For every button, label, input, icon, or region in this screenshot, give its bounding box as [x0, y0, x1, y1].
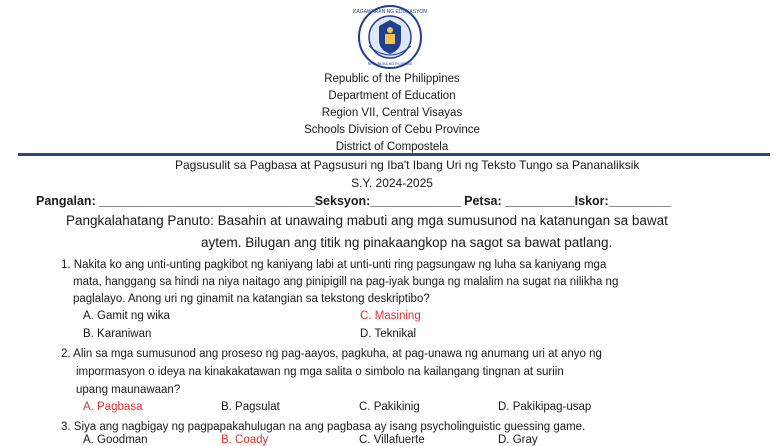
question-1-line-2: mata, hanggang sa hindi na niya naitago ang pinipigill na pag-iyak bunga ng malalim na sugat na nilikha ng [73, 276, 619, 288]
header-division: Schools Division of Cebu Province [304, 124, 480, 136]
instructions-line-2: aytem. Bilugan ang titik ng pinakaangkop na sagot sa bawat patlang. [201, 235, 613, 250]
deped-seal-logo [349, 4, 431, 70]
school-year: S.Y. 2024-2025 [351, 176, 433, 190]
student-info-fields[interactable]: Pangalan: _______________________________Seksyon:_____________ Petsa: __________Iskor:_________ [36, 194, 672, 208]
header-district: District of Compostela [335, 141, 449, 153]
question-2-line-1: 2. Alin sa mga sumusunod ang proseso ng pag-aayos, pagkuha, at pag-unawa ng anumang uri at anyo ng [61, 348, 602, 360]
q1-option-a[interactable]: A. Gamit ng wika [83, 310, 170, 322]
header-republic: Republic of the Philippines [324, 73, 460, 85]
q1-option-d[interactable]: D. Teknikal [360, 328, 417, 340]
q2-option-c[interactable]: C. Pakikinig [359, 401, 420, 413]
q1-option-c-answer[interactable]: C. Masining [360, 310, 421, 322]
q1-option-b[interactable]: B. Karaniwan [83, 328, 152, 340]
question-1-line-1: 1. Nakita ko ang unti-unting pagkibot ng kaniyang labi at unti-unti ring pagsungaw ng luha sa kaniyang mga [61, 259, 607, 271]
q3-option-c[interactable]: C. Villafuerte [359, 434, 425, 446]
instructions-line-1: Pangkalahatang Panuto: Basahin at unawaing mabuti ang mga sumusunod na katanungan sa bawat [66, 213, 668, 228]
q2-option-a-answer[interactable]: A. Pagbasa [83, 401, 143, 413]
question-1-line-3: paglalayo. Anong uri ng ginamit na katangian sa tekstong deskriptibo? [73, 293, 430, 305]
header-region: Region VII, Central Visayas [321, 107, 463, 119]
q3-option-d[interactable]: D. Gray [498, 434, 538, 446]
seal-subtext: REPUBLIKA NG PILIPINAS [367, 62, 413, 66]
q2-option-d[interactable]: D. Pakikipag-usap [498, 401, 592, 413]
q2-option-b[interactable]: B. Pagsulat [221, 401, 280, 413]
header-divider [18, 153, 770, 156]
q3-option-b-answer[interactable]: B. Coady [221, 434, 269, 446]
question-2-line-2: impormasyon o ideya na kinakakatawan ng mga salita o simbolo na kailangang tingnan at suriin [76, 366, 564, 378]
seal-text: KAGAWARAN NG EDUKASYON [353, 9, 427, 15]
q3-option-a[interactable]: A. Goodman [83, 434, 148, 446]
exam-title: Pagsusulit sa Pagbasa at Pagsusuri ng Iba't Ibang Uri ng Teksto Tungo sa Pananaliksik [175, 158, 640, 172]
question-2-line-3: upang maunawaan? [76, 384, 181, 396]
question-3-line-1: 3. Siya ang nagbigay ng pagpapakahulugan na ang pagbasa ay isang psycholinguistic guessing game. [61, 421, 586, 433]
header-department: Department of Education [328, 90, 456, 102]
